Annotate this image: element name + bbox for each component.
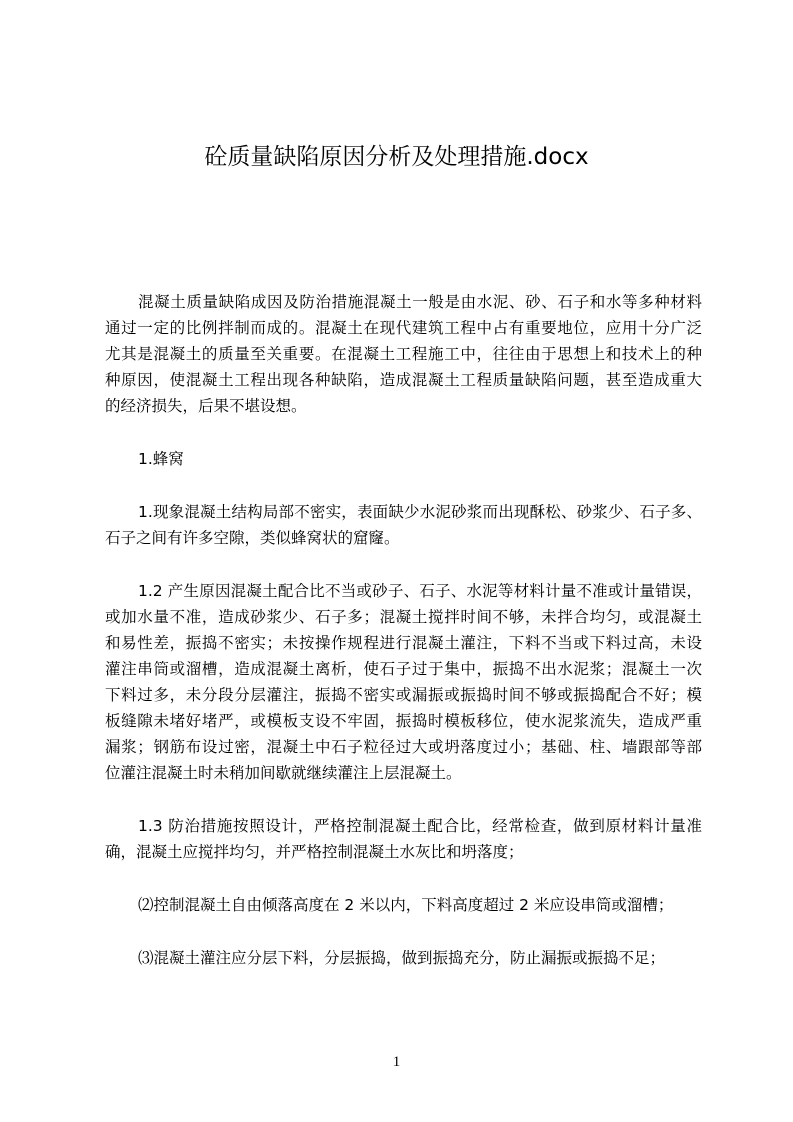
- text-line: 1.现象混凝土结构局部不密实，表面缺少水泥砂浆而出现酥松、砂浆少、石子多、: [138, 503, 702, 521]
- text-line: 种原因，使混凝土工程出现各种缺陷，造成混凝土工程质量缺陷问题，甚至造成重大: [105, 371, 702, 389]
- text-line: 通过一定的比例拌制而成的。混凝土在现代建筑工程中占有重要地位，应用十分广泛: [105, 319, 702, 337]
- text-line: 石子之间有许多空隙，类似蜂窝状的窟窿。: [105, 529, 400, 547]
- document-title: 砼质量缺陷原因分析及处理措施.docx: [204, 144, 589, 170]
- text-line: 位灌注混凝土时未稍加间歇就继续灌注上层混凝土。: [105, 764, 462, 782]
- section-heading-honeycomb: [105, 446, 702, 472]
- text-line: 1.蜂窝: [138, 450, 184, 468]
- text-line: 漏浆；钢筋布设过密，混凝土中石子粒径过大或坍落度过小；基础、柱、墙跟部等部: [105, 738, 702, 756]
- page-number: 1: [392, 1054, 401, 1070]
- text-line: 1.3 防治措施按照设计，严格控制混凝土配合比，经常检查，做到原材料计量准: [138, 817, 702, 835]
- text-line: 或加水量不准，造成砂浆少、石子多；混凝土搅拌时间不够，未拌合均匀，或混凝土: [105, 608, 702, 626]
- paragraph-causes: [105, 578, 702, 786]
- paragraph-item-3: [105, 945, 702, 971]
- text-line: 混凝土质量缺陷成因及防治措施混凝土一般是由水泥、砂、石子和水等多种材料: [138, 293, 702, 311]
- text-line: 确，混凝土应搅拌均匀，并严格控制混凝土水灰比和坍落度；: [105, 843, 524, 861]
- text-line: 1.2 产生原因混凝土配合比不当或砂子、石子、水泥等材料计量不准或计量错误，: [138, 582, 702, 600]
- text-line: 板缝隙未堵好堵严，或模板支设不牢固，振捣时模板移位，使水泥浆流失，造成严重: [105, 712, 702, 730]
- text-line: ⑵控制混凝土自由倾落高度在 2 米以内，下料高度超过 2 米应设串筒或溜槽；: [138, 896, 674, 914]
- paragraph-phenomenon: [105, 499, 702, 551]
- text-line: 的经济损失，后果不堪设想。: [105, 397, 307, 415]
- document-body: [105, 289, 702, 998]
- paragraph-item-2: [105, 892, 702, 918]
- text-line: 灌注串筒或溜槽，造成混凝土离析，使石子过于集中，振捣不出水泥浆；混凝土一次: [105, 660, 702, 678]
- text-line: 和易性差，振捣不密实；未按操作规程进行混凝土灌注，下料不当或下料过高，未设: [105, 634, 702, 652]
- paragraph-prevention: [105, 813, 702, 865]
- text-line: ⑶混凝土灌注应分层下料，分层振捣，做到振捣充分，防止漏振或振捣不足；: [138, 949, 666, 967]
- text-line: 尤其是混凝土的质量至关重要。在混凝土工程施工中，往往由于思想上和技术上的种: [105, 345, 702, 363]
- text-line: 下料过多，未分段分层灌注，振捣不密实或漏振或振捣时间不够或振捣配合不好；模: [105, 686, 702, 704]
- paragraph-intro: [105, 289, 702, 419]
